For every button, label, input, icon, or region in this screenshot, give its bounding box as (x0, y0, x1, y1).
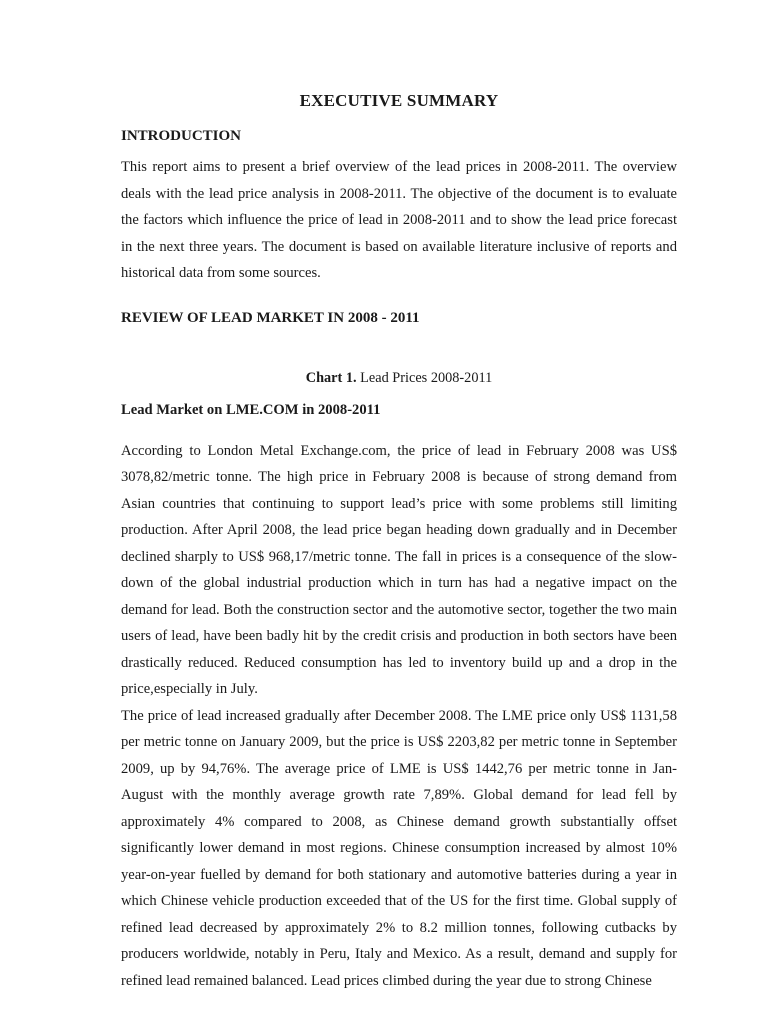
lme-paragraph-2: The price of lead increased gradually after December 2008. The LME price only US$ 1131,58 per metric tonne on January 2009, but the price is US$ 2203,82 per metric tonne in September 2009, up by 94,76%. The average price of LME is US$ 1442,76 per metric tonne in Jan-August with the monthly average growth rate 7,89%. Global demand for lead fell by approximately 4% compared to 2008, as Chinese demand growth substantially offset significantly lower demand in most regions. Chinese consumption increased by almost 10% year-on-year fuelled by demand for both stationary and automotive batteries during a year in which Chinese vehicle production exceeded that of the US for the first time. Global supply of refined lead decreased by approximately 2% to 8.2 million tonnes, following cutbacks by producers worldwide, notably in Peru, Italy and Mexico. As a result, demand and supply for refined lead remained balanced. Lead prices climbed during the year due to strong Chinese (121, 707, 677, 989)
chart-caption-text: Lead Prices 2008-2011 (356, 369, 493, 386)
chart-caption (121, 369, 677, 387)
page-title: EXECUTIVE SUMMARY (299, 91, 499, 110)
lme-heading: Lead Market on LME.COM in 2008-2011 (121, 401, 381, 418)
document-body (121, 86, 677, 994)
lme-paragraph-1: According to London Metal Exchange.com, the price of lead in February 2008 was US$ 3078,82/metric tonne. The high price in February 2008 is because of strong demand from Asian countries that continuing to support lead’s price with some problems still limiting production. After April 2008, the lead price began heading down gradually and in December declined sharply to US$ 968,17/metric tonne. The fall in prices is a consequence of the slow-down of the global industrial production which in turn has had a negative impact on the demand for lead. Both the construction sector and the automotive sector, together the two main users of lead, have been badly hit by the credit crisis and production in both sectors have been drastically reduced. Reduced consumption has led to inventory build up and a drop in the price,especially in July. (121, 442, 677, 697)
review-heading: REVIEW OF LEAD MARKET IN 2008 - 2011 (121, 309, 420, 326)
introduction-paragraph: This report aims to present a brief overview of the lead prices in 2008-2011. The overview deals with the lead price analysis in 2008-2011. The objective of the document is to evaluate the factors which influence the price of lead in 2008-2011 and to show the lead price forecast in the next three years. The document is based on available literature inclusive of reports and historical data from some sources. (121, 159, 677, 281)
introduction-heading: INTRODUCTION (121, 128, 242, 144)
chart-caption-label: Chart 1. (305, 369, 357, 386)
